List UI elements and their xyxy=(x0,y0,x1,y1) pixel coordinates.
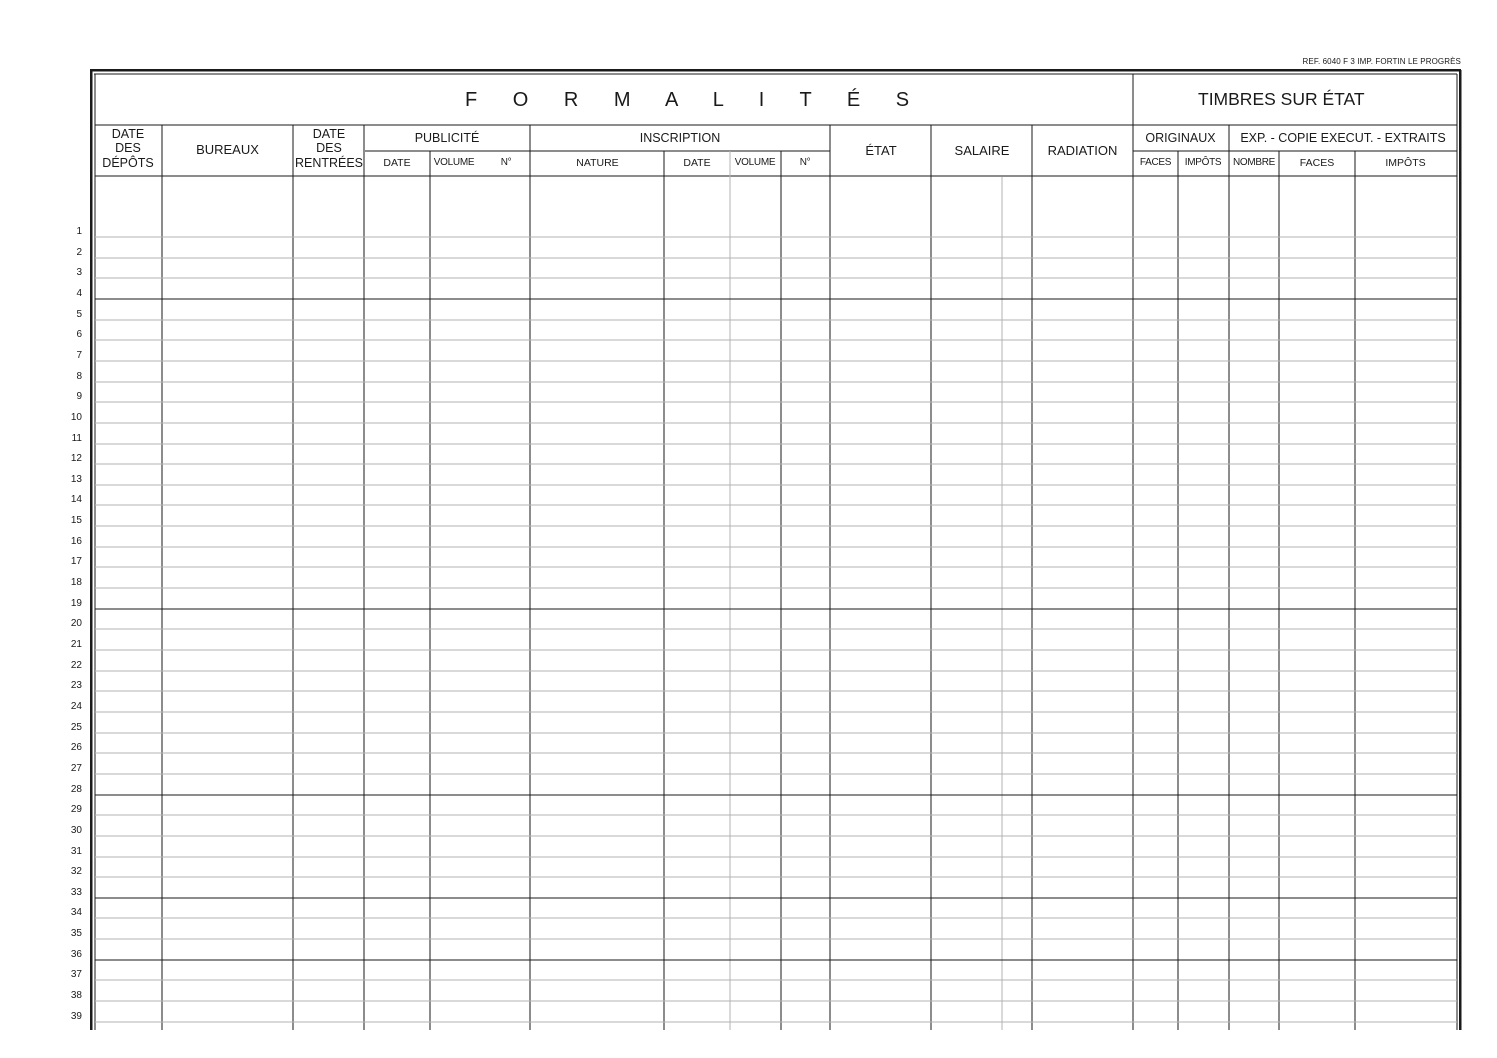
row-number: 34 xyxy=(70,907,82,918)
row-number: 15 xyxy=(70,515,82,526)
row-number: 13 xyxy=(70,474,82,485)
row-number: 26 xyxy=(70,742,82,753)
header-exp-nombre: NOMBRE xyxy=(1232,157,1276,168)
header-publicite: PUBLICITÉ xyxy=(414,131,480,145)
row-number: 38 xyxy=(70,990,82,1001)
row-number: 6 xyxy=(76,329,82,340)
header-publicite-date: DATE xyxy=(383,157,411,169)
header-originaux-faces: FACES xyxy=(1139,157,1172,168)
row-number: 20 xyxy=(70,618,82,629)
row-number: 1 xyxy=(76,226,82,237)
header-originaux-impots: IMPÔTS xyxy=(1184,157,1222,168)
row-number: 22 xyxy=(70,660,82,671)
header-exp-faces: FACES xyxy=(1299,157,1335,169)
row-number: 4 xyxy=(76,288,82,299)
reference-imprint: REF. 6040 F 3 IMP. FORTIN LE PROGRÈS xyxy=(1302,57,1461,66)
row-number: 29 xyxy=(70,804,82,815)
header-date-depots: DATE DES DÉPÔTS xyxy=(102,127,154,170)
header-inscription-volume: VOLUME xyxy=(734,157,776,168)
row-number: 31 xyxy=(70,846,82,857)
row-number: 27 xyxy=(70,763,82,774)
row-number: 8 xyxy=(76,371,82,382)
row-number: 17 xyxy=(70,556,82,567)
header-etat: ÉTAT xyxy=(865,143,897,158)
header-exp-copie-extraits: EXP. - COPIE EXECUT. - EXTRAITS xyxy=(1240,131,1446,145)
row-number: 30 xyxy=(70,825,82,836)
header-inscription-numero: N° xyxy=(799,157,811,168)
header-radiation: RADIATION xyxy=(1047,143,1118,158)
row-number: 18 xyxy=(70,577,82,588)
row-number: 19 xyxy=(70,598,82,609)
row-number: 37 xyxy=(70,969,82,980)
row-number: 9 xyxy=(76,391,82,402)
row-number: 32 xyxy=(70,866,82,877)
header-date-rentrees: DATE DES RENTRÉES xyxy=(294,127,364,170)
row-number: 10 xyxy=(70,412,82,423)
row-number: 25 xyxy=(70,722,82,733)
row-number: 24 xyxy=(70,701,82,712)
header-publicite-numero: N° xyxy=(500,157,512,168)
row-number: 2 xyxy=(76,247,82,258)
page-title: F O R M A L I T É S xyxy=(465,89,925,111)
row-number: 7 xyxy=(76,350,82,361)
row-number: 28 xyxy=(70,784,82,795)
row-number: 39 xyxy=(70,1011,82,1022)
row-number: 36 xyxy=(70,949,82,960)
header-publicite-volume: VOLUME xyxy=(433,157,475,168)
header-exp-impots: IMPÔTS xyxy=(1385,157,1426,169)
row-number: 35 xyxy=(70,928,82,939)
row-number: 21 xyxy=(70,639,82,650)
row-number: 3 xyxy=(76,267,82,278)
header-salaire: SALAIRE xyxy=(954,143,1010,158)
row-number: 11 xyxy=(71,433,82,444)
header-originaux: ORIGINAUX xyxy=(1145,131,1216,145)
row-number: 12 xyxy=(70,453,82,464)
timbres-title: TIMBRES SUR ÉTAT xyxy=(1198,89,1365,109)
row-number: 23 xyxy=(70,680,82,691)
row-number: 14 xyxy=(70,494,82,505)
header-inscription-nature: NATURE xyxy=(576,157,619,169)
row-number: 33 xyxy=(70,887,82,898)
row-number: 16 xyxy=(70,536,82,547)
header-inscription: INSCRIPTION xyxy=(639,131,721,145)
header-bureaux: BUREAUX xyxy=(196,142,259,157)
header-inscription-date: DATE xyxy=(683,157,711,169)
row-number: 5 xyxy=(76,309,82,320)
